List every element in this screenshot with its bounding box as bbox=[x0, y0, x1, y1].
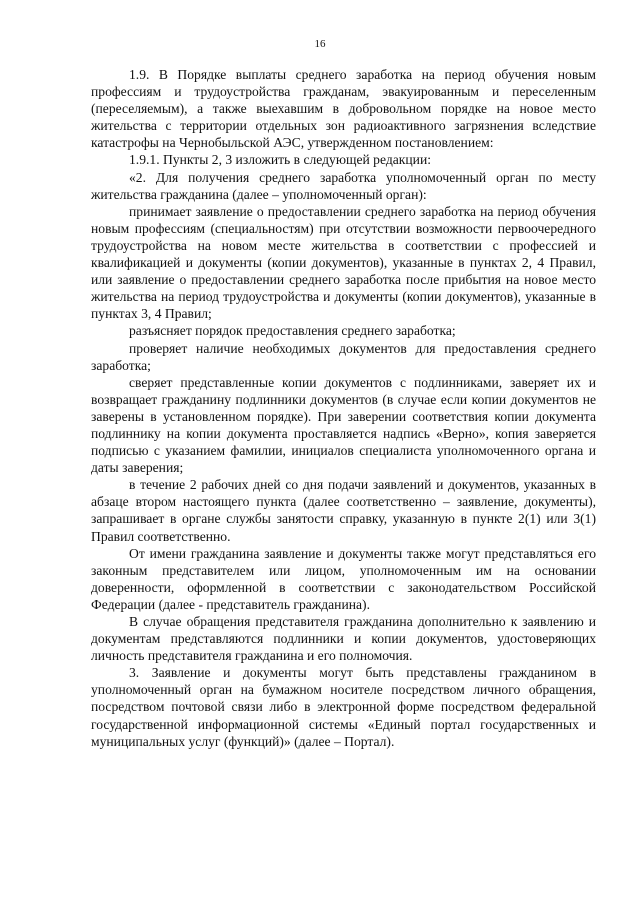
paragraph-verifies-copies: сверяет представленные копии документов с подлинниками, заверяет их и возвращает гражданину подлинники документов (в случае если копии документов не заверены в установленном порядке). При заверении соответствия копии документа подлиннику на копии документа проставляется надпись «Верно», копия заверяется подписью с указанием фамилии, инициалов специалиста уполномоченного органа и даты заверения; bbox=[91, 374, 596, 476]
paragraph-representative: От имени гражданина заявление и документы также могут представляться его законным представителем или лицом, уполномоченным им на основании доверенности, оформленной в соответствии с законодательством Российской Федерации (далее - представитель гражданина). bbox=[91, 545, 596, 612]
page-number: 16 bbox=[314, 38, 326, 50]
paragraph-explains-procedure: разъясняет порядок предоставления среднего заработка; bbox=[129, 323, 456, 339]
paragraph-checks-documents: проверяет наличие необходимых документов для предоставления среднего заработка; bbox=[91, 340, 596, 373]
paragraph-item-2: «2. Для получения среднего заработка уполномоченный орган по месту жительства гражданина (далее – уполномоченный орган): bbox=[91, 169, 596, 202]
paragraph-accepts-application: принимает заявление о предоставлении среднего заработка на период обучения новым профессиям (специальностям) при отсутствии возможности первоочередного трудоустройства на новом месте жительства в соответствии с профессией и квалификацией и документы (копии документов), указанные в пунктах 2, 4 Правил, или заявление о предоставлении среднего заработка после прибытия на новое место жительства на период трудоустройства и документы (копии документов), указанные в пунктах 3, 4 Правил; bbox=[91, 203, 596, 322]
document-body bbox=[91, 66, 596, 750]
paragraph-item-3: 3. Заявление и документы могут быть представлены гражданином в уполномоченный орган на бумажном носителе посредством личного обращения, посредством почтовой связи либо в электронной форме посредством федеральной государственной информационной системы «Единый портал государственных и муниципальных услуг (функций)» (далее – Портал). bbox=[91, 665, 596, 749]
paragraph-1-9-1: 1.9.1. Пункты 2, 3 изложить в следующей редакции: bbox=[129, 152, 431, 168]
paragraph-representative-documents: В случае обращения представителя гражданина дополнительно к заявлению и документам представляются подлинники и копии документов, удостоверяющих личность представителя гражданина и его полномочия. bbox=[91, 614, 596, 664]
paragraph-requests-certificate: в течение 2 рабочих дней со дня подачи заявлений и документов, указанных в абзаце втором настоящего пункта (далее соответственно – заявление, документы), запрашивает в органе службы занятости справку, указанную в пункте 2(1) или 3(1) Правил соответственно. bbox=[91, 477, 596, 544]
paragraph-1-9: 1.9. В Порядке выплаты среднего заработка на период обучения новым профессиям и трудоустройства гражданам, эвакуированным и переселенным (переселяемым), а также выехавшим в добровольном порядке на новое место жительства с территории отдельных зон радиоактивного загрязнения вследствие катастрофы на Чернобыльской АЭС, утвержденном постановлением: bbox=[91, 67, 596, 151]
